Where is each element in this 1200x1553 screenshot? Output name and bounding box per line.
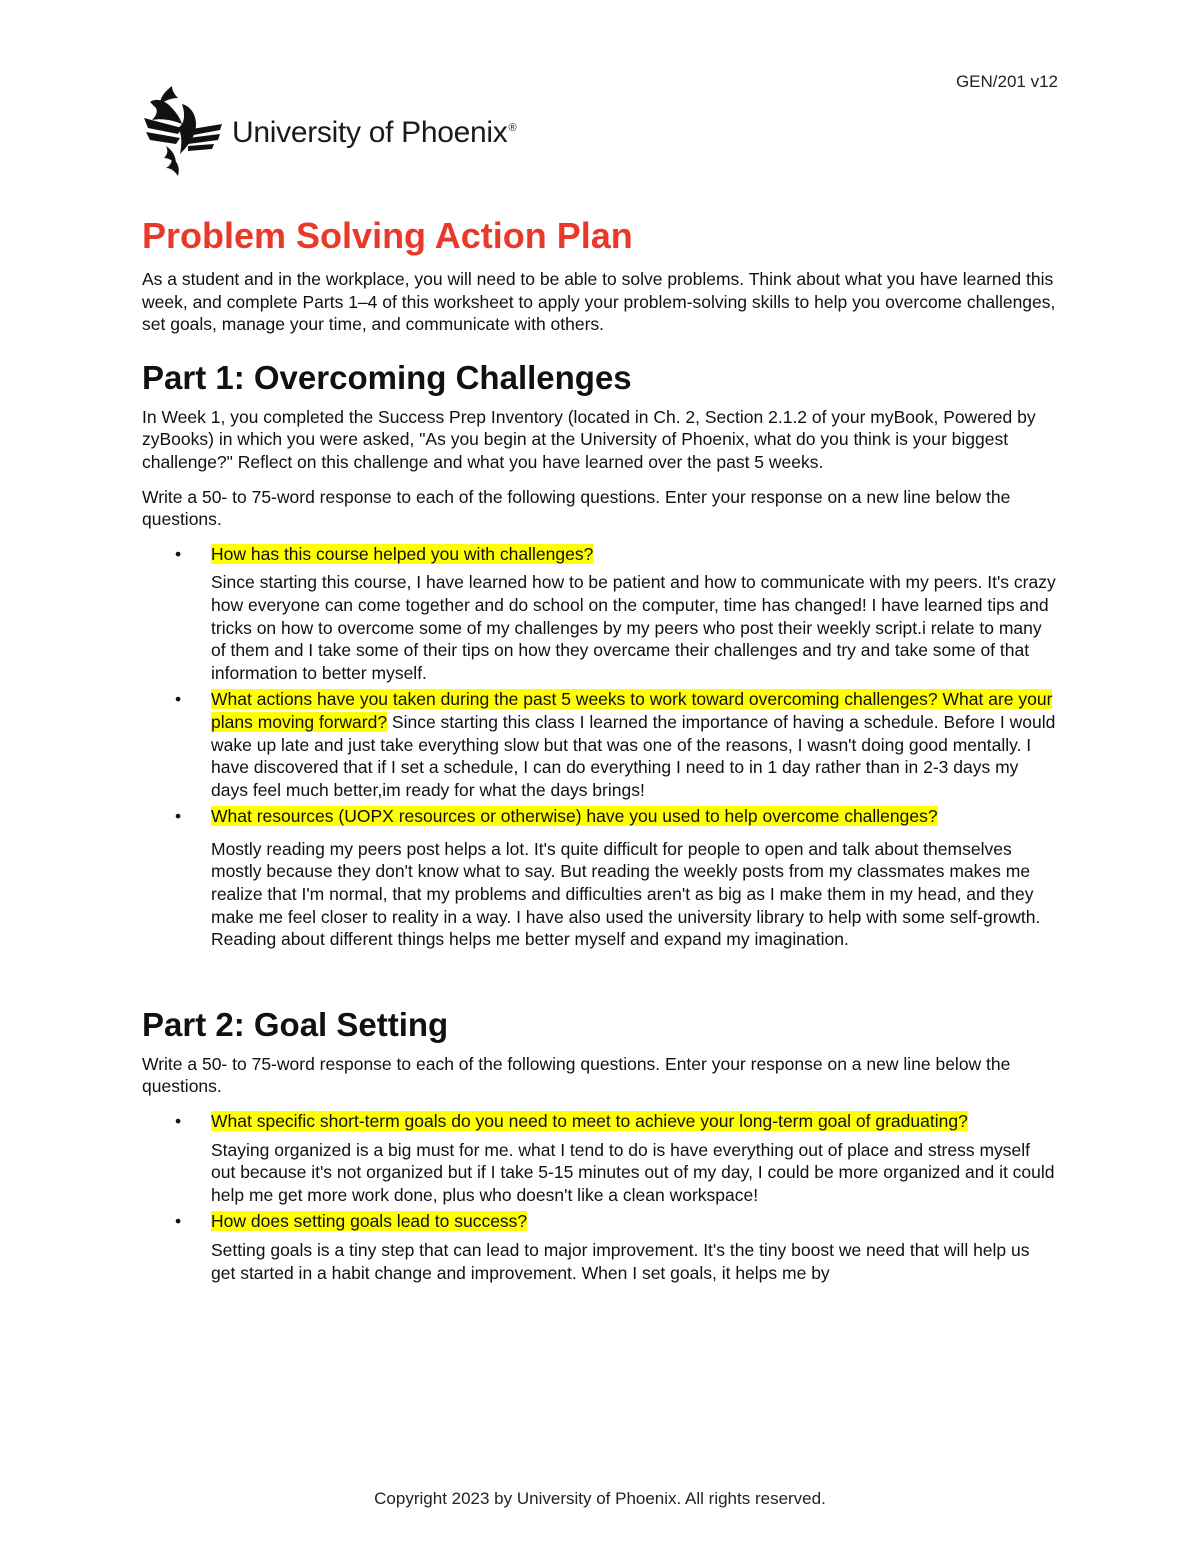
question-text: How does setting goals lead to success? bbox=[211, 1211, 528, 1232]
part1-question-list bbox=[142, 543, 1058, 951]
answer-text: Setting goals is a tiny step that can lead to major improvement. It's the tiny boost we need that will help us get started in a habit change and improvement. When I set goals, it helps me by bbox=[211, 1240, 1030, 1283]
part2-heading: Part 2: Goal Setting bbox=[142, 1005, 449, 1043]
logo-wordmark bbox=[232, 116, 516, 150]
question-text: What resources (UOPX resources or otherwise) have you used to help overcome challenges? bbox=[211, 806, 938, 827]
intro-paragraph: As a student and in the workplace, you will need to be able to solve problems. Think about what you have learned this week, and complete Parts 1–4 of this worksheet to apply your problem-solving skills to help you overcome challenges, set goals, manage your time, and communicate with others. bbox=[142, 269, 1056, 335]
question-text: What specific short-term goals do you need to meet to achieve your long-term goal of graduating? bbox=[211, 1111, 968, 1132]
list-item bbox=[142, 805, 1058, 951]
part1-paragraph: In Week 1, you completed the Success Prep Inventory (located in Ch. 2, Section 2.1.2 of your myBook, Powered by zyBooks) in which you were asked, "As you begin at the University of Phoenix, what do you think is your biggest challenge?" Reflect on this challenge and what you have learned over the past 5 weeks. bbox=[142, 406, 1036, 472]
copyright-footer: Copyright 2023 by University of Phoenix. All rights reserved. bbox=[374, 1489, 826, 1508]
list-item bbox=[142, 688, 1058, 801]
answer-text: Since starting this class I learned the importance of having a schedule. Before I would wake up late and just take everything slow but that was one of the reasons, I wasn't doing good mentally. I have discovered that if I set a schedule, I can do everything I need to in 1 day rather than in 2-3 days my days feel much better,im ready for what the days brings! bbox=[211, 711, 1056, 800]
logo-text: University of Phoenix bbox=[232, 116, 508, 149]
list-item bbox=[142, 1110, 1058, 1206]
phoenix-bird-icon bbox=[142, 84, 224, 176]
answer-text: Staying organized is a big must for me. what I tend to do is have everything out of place and stress myself out because it's not organized but if I take 5-15 minutes out of my day, I could be more organized and it could help me get more work done, plus who doesn't like a clean workspace! bbox=[211, 1139, 1055, 1205]
university-logo bbox=[142, 84, 516, 176]
spacer bbox=[142, 955, 1058, 1005]
bullet-icon: • bbox=[175, 1111, 182, 1132]
page-title: Problem Solving Action Plan bbox=[142, 215, 633, 256]
answer-text: Since starting this course, I have learned how to be patient and how to communicate with my peers. It's crazy how everyone can come together and do school on the computer, time has changed! I have learned tips and tricks on how to overcome some of my challenges by my peers who post their weekly script.i relate to many of them and I take some of their tips on how they overcame their challenges and try and take some of that information to better myself. bbox=[211, 572, 1056, 683]
bullet-icon: • bbox=[175, 1211, 182, 1232]
bullet-icon: • bbox=[175, 689, 182, 710]
document-code: GEN/201 v12 bbox=[955, 72, 1058, 91]
question-text: How has this course helped you with challenges? bbox=[211, 543, 594, 564]
list-item bbox=[142, 1210, 1058, 1284]
part1-heading: Part 1: Overcoming Challenges bbox=[142, 358, 632, 396]
answer-text: Mostly reading my peers post helps a lot. It's quite difficult for people to open and talk about themselves mostly because they don't know what to say. But reading the weekly posts from my classmates makes me realize that I'm normal, that my problems and difficulties aren't as big as I make them in my head, and they make me feel closer to reality in a way. I have also used the university library to help with some self-growth. Reading about different things helps me better myself and expand my imagination. bbox=[211, 838, 1041, 950]
part2-question-list bbox=[142, 1110, 1058, 1284]
list-item bbox=[142, 543, 1058, 685]
part2-instructions: Write a 50- to 75-word response to each of the following questions. Enter your response on a new line below the questions. bbox=[142, 1053, 1011, 1097]
question-text: What actions have you taken during the past 5 weeks to work toward overcoming challenges? What are your plans moving forward? bbox=[211, 689, 1053, 732]
registered-mark: ® bbox=[508, 122, 517, 134]
part1-instructions: Write a 50- to 75-word response to each of the following questions. Enter your response on a new line below the questions. bbox=[142, 486, 1011, 530]
bullet-icon: • bbox=[175, 543, 182, 564]
document-body bbox=[142, 214, 1058, 1288]
bullet-icon: • bbox=[175, 806, 182, 827]
